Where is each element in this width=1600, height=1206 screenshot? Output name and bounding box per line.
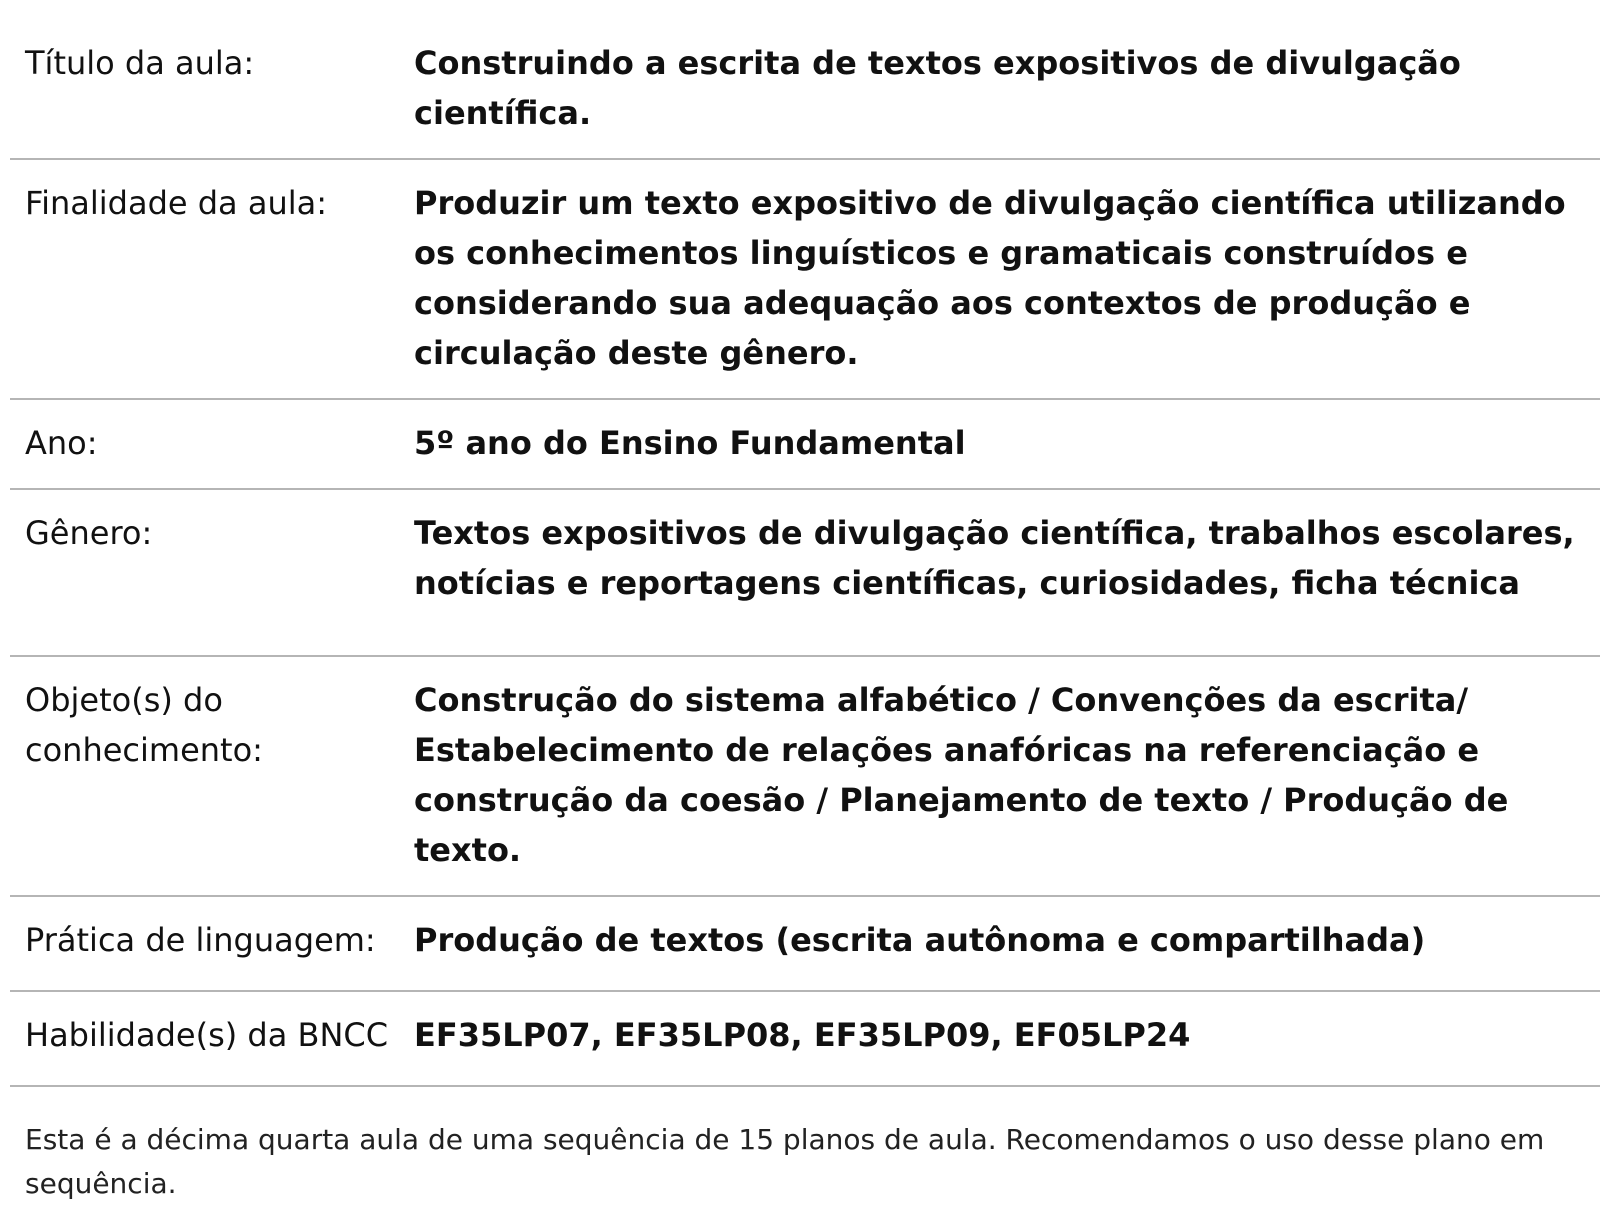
knowledge-objects-label: Objeto(s) do conhecimento: [25,681,263,769]
genre-label: Gênero: [25,514,153,552]
lesson-purpose-label: Finalidade da aula: [25,184,327,222]
knowledge-objects-value: Construção do sistema alfabético / Convenções da escrita/ Estabelecimento de relações anafóricas na referenciação e construção da coesão / Planejamento de texto / Produção de texto. [414,681,1509,869]
row-knowledge-objects [10,657,1600,897]
genre-value: Textos expositivos de divulgação científica, trabalhos escolares, notícias e reportagens científicas, curiosidades, ficha técnica [414,514,1575,602]
lesson-title-value: Construindo a escrita de textos expositivos de divulgação científica. [414,44,1461,132]
bncc-skills-label: Habilidade(s) da BNCC [25,1016,389,1054]
language-practice-label: Prática de linguagem: [25,921,376,959]
school-year-value: 5º ano do Ensino Fundamental [414,424,966,462]
bncc-skills-value: EF35LP07, EF35LP08, EF35LP09, EF05LP24 [414,1016,1191,1054]
lesson-info-table [10,18,1600,1087]
language-practice-value: Produção de textos (escrita autônoma e compartilhada) [414,921,1426,959]
row-lesson-title [10,18,1600,160]
row-lesson-purpose [10,160,1600,400]
lesson-purpose-value: Produzir um texto expositivo de divulgação científica utilizando os conhecimentos linguísticos e gramaticais construídos e considerando sua adequação aos contextos de produção e circulação deste gênero. [414,184,1566,372]
school-year-label: Ano: [25,424,98,462]
row-school-year [10,400,1600,490]
row-genre [10,490,1600,657]
row-language-practice [10,897,1600,992]
sequence-footnote: Esta é a décima quarta aula de uma sequência de 15 planos de aula. Recomendamos o uso desse plano em sequência. [25,1123,1545,1200]
row-bncc-skills [10,992,1600,1087]
lesson-title-label: Título da aula: [25,44,255,82]
